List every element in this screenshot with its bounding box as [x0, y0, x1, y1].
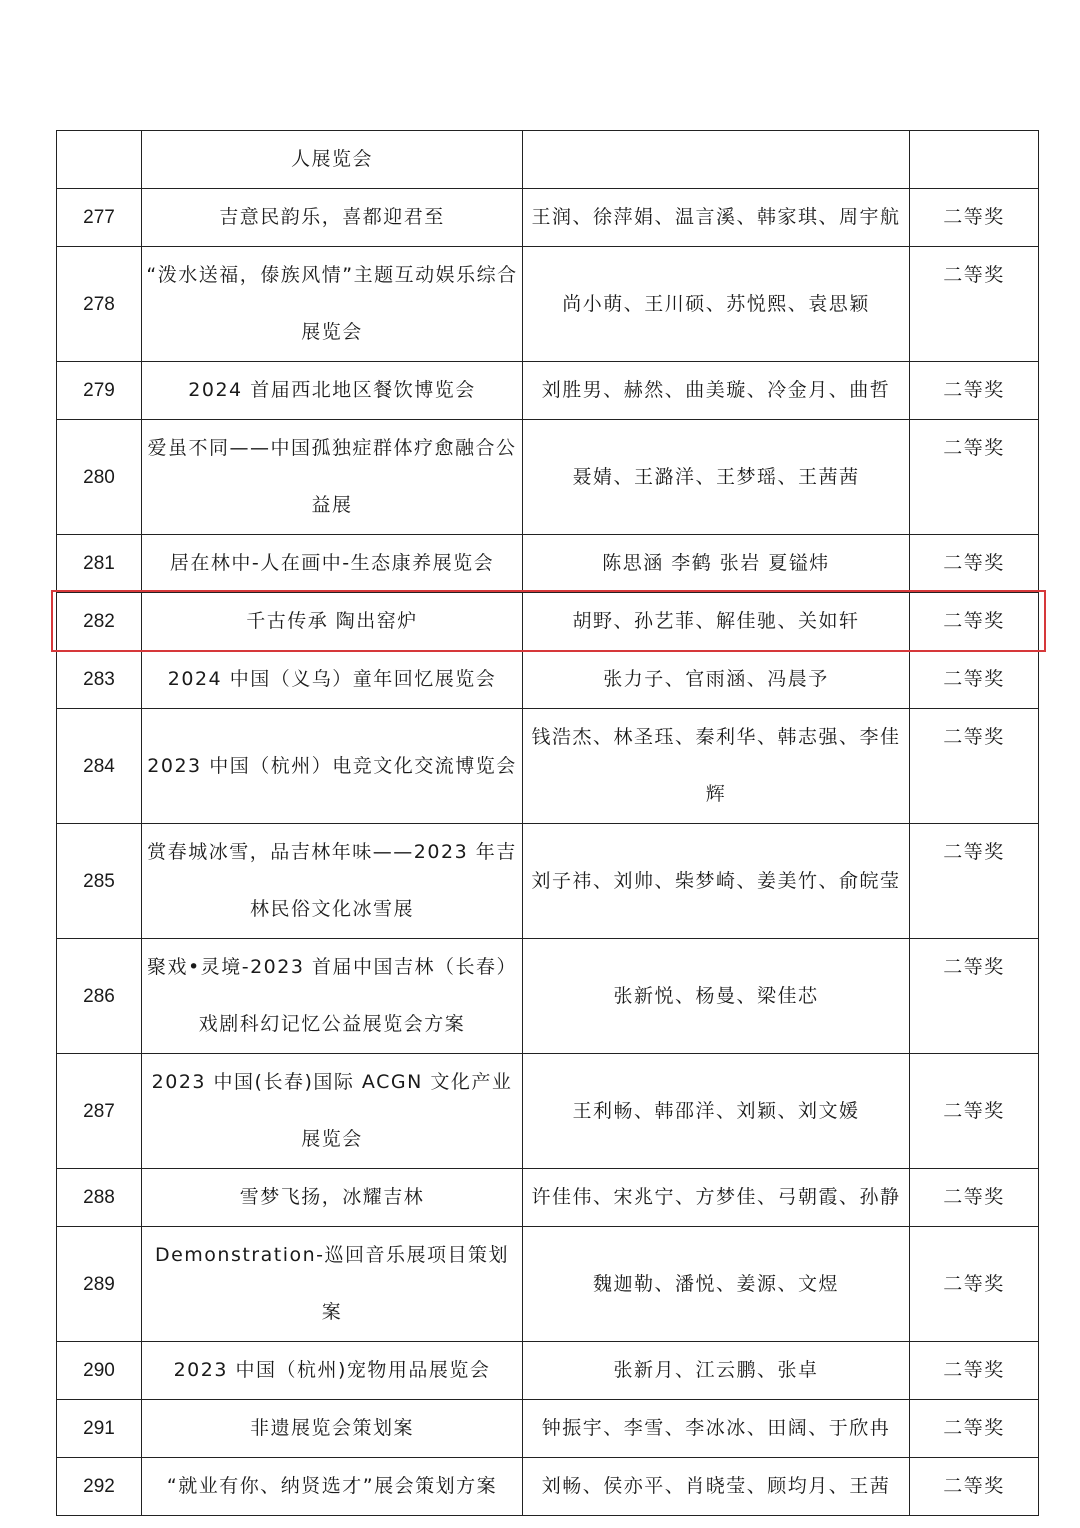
- table-row: [57, 1054, 1039, 1169]
- project-name: 2023 中国(长春)国际 ACGN 文化产业展览会: [142, 1054, 523, 1169]
- row-number: 284: [57, 709, 142, 824]
- team-members: 聂婧、王潞洋、王梦瑶、王茜茜: [523, 420, 910, 535]
- award-level: 二等奖: [910, 1227, 1039, 1342]
- project-name: 2024 首届西北地区餐饮博览会: [142, 362, 523, 420]
- team-members: 胡野、孙艺菲、解佳驰、关如轩: [523, 593, 910, 651]
- row-number: 289: [57, 1227, 142, 1342]
- team-members: 张力子、官雨涵、冯晨予: [523, 651, 910, 709]
- row-number: [57, 131, 142, 189]
- project-name: 2024 中国（义乌）童年回忆展览会: [142, 651, 523, 709]
- award-level: 二等奖: [910, 593, 1039, 651]
- row-number: 290: [57, 1342, 142, 1400]
- team-members: 张新悦、杨曼、梁佳芯: [523, 939, 910, 1054]
- award-level: 二等奖: [910, 1400, 1039, 1458]
- project-name: 赏春城冰雪，品吉林年味——2023 年吉林民俗文化冰雪展: [142, 824, 523, 939]
- row-number: 280: [57, 420, 142, 535]
- award-table-body: [57, 131, 1039, 1516]
- row-number: 283: [57, 651, 142, 709]
- award-level: 二等奖: [910, 420, 1039, 535]
- team-members: 刘子祎、刘帅、柴梦崎、姜美竹、俞皖莹: [523, 824, 910, 939]
- project-name: 居在林中-人在画中-生态康养展览会: [142, 535, 523, 593]
- award-level: 二等奖: [910, 535, 1039, 593]
- table-row: [57, 131, 1039, 189]
- team-members: 王润、徐萍娟、温言溪、韩家琪、周宇航: [523, 189, 910, 247]
- table-row: [57, 824, 1039, 939]
- table-row: [57, 420, 1039, 535]
- team-members: 刘胜男、赫然、曲美璇、冷金月、曲哲: [523, 362, 910, 420]
- row-number: 288: [57, 1169, 142, 1227]
- project-name: 聚戏•灵境-2023 首届中国吉林（长春）戏剧科幻记忆公益展览会方案: [142, 939, 523, 1054]
- table-row: [57, 1400, 1039, 1458]
- project-name: 吉意民韵乐，喜都迎君至: [142, 189, 523, 247]
- table-row: [57, 189, 1039, 247]
- award-level: 二等奖: [910, 247, 1039, 362]
- row-number: 277: [57, 189, 142, 247]
- project-name: 人展览会: [142, 131, 523, 189]
- award-level: [910, 131, 1039, 189]
- table-row: [57, 1227, 1039, 1342]
- award-level: 二等奖: [910, 939, 1039, 1054]
- project-name: 非遗展览会策划案: [142, 1400, 523, 1458]
- table-row: [57, 1342, 1039, 1400]
- row-number: 292: [57, 1458, 142, 1516]
- award-level: 二等奖: [910, 824, 1039, 939]
- row-number: 285: [57, 824, 142, 939]
- team-members: 刘畅、侯亦平、肖晓莹、顾均月、王茜: [523, 1458, 910, 1516]
- award-level: 二等奖: [910, 709, 1039, 824]
- team-members: 王利畅、韩邵洋、刘颖、刘文媛: [523, 1054, 910, 1169]
- award-level: 二等奖: [910, 1169, 1039, 1227]
- project-name: 千古传承 陶出窑炉: [142, 593, 523, 651]
- award-level: 二等奖: [910, 1342, 1039, 1400]
- award-table: [56, 130, 1039, 1516]
- project-name: 爱虽不同——中国孤独症群体疗愈融合公益展: [142, 420, 523, 535]
- table-row: [57, 651, 1039, 709]
- row-number: 291: [57, 1400, 142, 1458]
- row-number: 287: [57, 1054, 142, 1169]
- award-level: 二等奖: [910, 1054, 1039, 1169]
- table-row: [57, 247, 1039, 362]
- team-members: 陈思涵 李鹤 张岩 夏镒炜: [523, 535, 910, 593]
- table-row: [57, 593, 1039, 651]
- team-members: 张新月、江云鹏、张卓: [523, 1342, 910, 1400]
- team-members: 钱浩杰、林圣珏、秦利华、韩志强、李佳辉: [523, 709, 910, 824]
- table-row: [57, 939, 1039, 1054]
- project-name: Demonstration-巡回音乐展项目策划案: [142, 1227, 523, 1342]
- project-name: 2023 中国（杭州)宠物用品展览会: [142, 1342, 523, 1400]
- team-members: [523, 131, 910, 189]
- table-row: [57, 1458, 1039, 1516]
- award-level: 二等奖: [910, 189, 1039, 247]
- team-members: 钟振宇、李雪、李冰冰、田阔、于欣冉: [523, 1400, 910, 1458]
- project-name: 2023 中国（杭州）电竞文化交流博览会: [142, 709, 523, 824]
- award-level: 二等奖: [910, 651, 1039, 709]
- team-members: 尚小萌、王川硕、苏悦熙、袁思颖: [523, 247, 910, 362]
- team-members: 魏迦勒、潘悦、姜源、文煜: [523, 1227, 910, 1342]
- row-number: 281: [57, 535, 142, 593]
- row-number: 279: [57, 362, 142, 420]
- table-row: [57, 535, 1039, 593]
- project-name: “泼水送福，傣族风情”主题互动娱乐综合展览会: [142, 247, 523, 362]
- award-level: 二等奖: [910, 362, 1039, 420]
- award-level: 二等奖: [910, 1458, 1039, 1516]
- team-members: 许佳伟、宋兆宁、方梦佳、弓朝霞、孙静: [523, 1169, 910, 1227]
- row-number: 286: [57, 939, 142, 1054]
- table-row: [57, 709, 1039, 824]
- table-row: [57, 1169, 1039, 1227]
- project-name: 雪梦飞扬，冰耀吉林: [142, 1169, 523, 1227]
- row-number: 282: [57, 593, 142, 651]
- table-row: [57, 362, 1039, 420]
- row-number: 278: [57, 247, 142, 362]
- project-name: “就业有你、纳贤选才”展会策划方案: [142, 1458, 523, 1516]
